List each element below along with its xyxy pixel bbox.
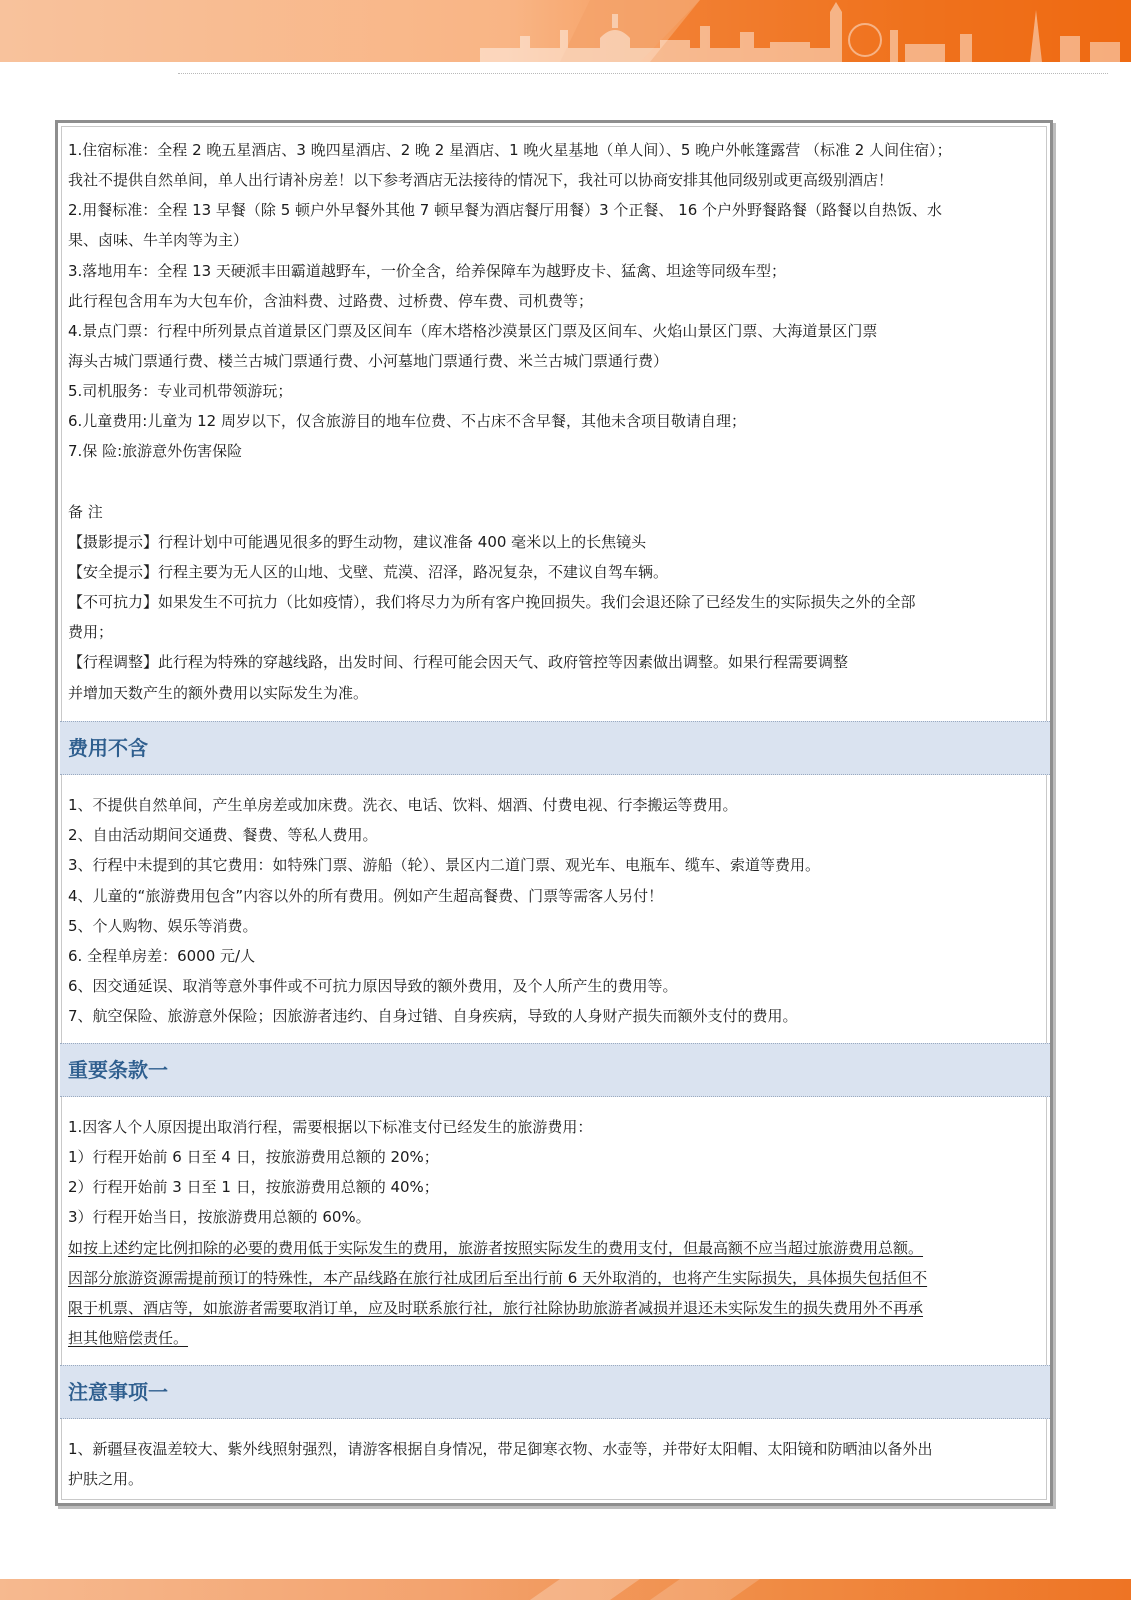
- term-line: 2）行程开始前 3 日至 1 日，按旅游费用总额的 40%；: [68, 1178, 439, 1196]
- inclusion-line: 6.儿童费用:儿童为 12 周岁以下，仅含旅游目的地车位费、不占床不含早餐，其他未含项目敬请自理；: [68, 412, 746, 430]
- exclusion-line: 7、航空保险、旅游意外保险；因旅游者违约、自身过错、自身疾病，导致的人身财产损失而额外支付的费用。: [68, 1007, 798, 1025]
- inclusion-line: 7.保 险:旅游意外伤害保险: [68, 442, 243, 460]
- note-line: 【行程调整】此行程为特殊的穿越线路，出发时间、行程可能会因天气、政府管控等因素做出调整。如果行程需要调整: [68, 653, 849, 671]
- note-line: 【摄影提示】行程计划中可能遇见很多的野生动物，建议准备 400 毫米以上的长焦镜头: [68, 533, 647, 551]
- inclusion-line: 4.景点门票：行程中所列景点首道景区门票及区间车（库木塔格沙漠景区门票及区间车、火焰山景区门票、大海道景区门票: [68, 322, 878, 340]
- term-underlined-line: 担其他赔偿责任。: [68, 1329, 189, 1347]
- inclusion-line: 此行程包含用车为大包车价，含油料费、过路费、过桥费、停车费、司机费等；: [68, 292, 594, 310]
- section-header-terms: [60, 1043, 1050, 1097]
- inclusion-line: 5.司机服务：专业司机带领游玩；: [68, 382, 293, 400]
- inclusion-line: 1.住宿标准：全程 2 晚五星酒店、3 晚四星酒店、2 晚 2 星酒店、1 晚火星基地（单人间）、5 晚户外帐篷露营 （标准 2 人间住宿）；: [68, 141, 952, 159]
- section-title: 重要条款一: [68, 1058, 168, 1082]
- term-underlined-line: 因部分旅游资源需提前预订的特殊性，本产品线路在旅行社成团后至出行前 6 天外取消的，也将产生实际损失，具体损失包括但不: [68, 1269, 928, 1287]
- exclusion-line: 3、行程中未提到的其它费用：如特殊门票、游船（轮）、景区内二道门票、观光车、电瓶车、缆车、索道等费用。: [68, 856, 821, 874]
- exclusion-line: 6、因交通延误、取消等意外事件或不可抗力原因导致的额外费用，及个人所产生的费用等。: [68, 977, 678, 995]
- note-line: 【安全提示】行程主要为无人区的山地、戈壁、荒漠、沼泽，路况复杂，不建议自驾车辆。: [68, 563, 669, 581]
- note-line: 费用；: [68, 623, 114, 641]
- city-skyline-icon: [0, 0, 1131, 62]
- term-underlined-line: 如按上述约定比例扣除的必要的费用低于实际发生的费用，旅游者按照实际发生的费用支付，但最高额不应当超过旅游费用总额。: [68, 1239, 924, 1257]
- top-banner: [0, 0, 1131, 62]
- note-line: 【不可抗力】如果发生不可抗力（比如疫情），我们将尽力为所有客户挽回损失。我们会退还除了已经发生的实际损失之外的全部: [68, 593, 916, 611]
- notes-title: 备 注: [68, 503, 103, 521]
- section-header-precautions: [60, 1365, 1050, 1419]
- exclusion-line: 5、个人购物、娱乐等消费。: [68, 917, 258, 935]
- precaution-line: 护肤之用。: [68, 1470, 144, 1488]
- inclusion-line: 2.用餐标准：全程 13 早餐（除 5 顿户外早餐外其他 7 顿早餐为酒店餐厅用餐）3 个正餐、 16 个户外野餐路餐（路餐以自热饭、水: [68, 201, 943, 219]
- section-header-exclusions: [60, 721, 1050, 775]
- header-rule: [178, 73, 1108, 74]
- inclusion-line: 我社不提供自然单间，单人出行请补房差！以下参考酒店无法接待的情况下，我社可以协商安排其他同级别或更高级别酒店！: [68, 171, 894, 189]
- term-line: 1.因客人个人原因提出取消行程，需要根据以下标准支付已经发生的旅游费用：: [68, 1118, 593, 1136]
- term-line: 1）行程开始前 6 日至 4 日，按旅游费用总额的 20%；: [68, 1148, 439, 1166]
- exclusion-line: 2、自由活动期间交通费、餐费、等私人费用。: [68, 826, 378, 844]
- section-title: 费用不含: [68, 736, 148, 760]
- bottom-banner: [0, 1579, 1131, 1600]
- section-title: 注意事项一: [68, 1380, 168, 1404]
- inclusion-line: 3.落地用车：全程 13 天硬派丰田霸道越野车，一价全含，给养保障车为越野皮卡、猛禽、坦途等同级车型；: [68, 262, 786, 280]
- exclusion-line: 1、不提供自然单间，产生单房差或加床费。洗衣、电话、饮料、烟酒、付费电视、行李搬运等费用。: [68, 796, 738, 814]
- inclusion-line: 海头古城门票通行费、楼兰古城门票通行费、小河墓地门票通行费、米兰古城门票通行费）: [68, 352, 669, 370]
- inclusion-line: 果、卤味、牛羊肉等为主）: [68, 231, 249, 249]
- precaution-line: 1、新疆昼夜温差较大、紫外线照射强烈，请游客根据自身情况，带足御寒衣物、水壶等，并带好太阳帽、太阳镜和防晒油以备外出: [68, 1440, 933, 1458]
- exclusion-line: 6. 全程单房差：6000 元/人: [68, 947, 256, 965]
- term-line: 3）行程开始当日，按旅游费用总额的 60%。: [68, 1208, 371, 1226]
- decorative-stripe-icon: [0, 1579, 1131, 1600]
- term-underlined-line: 限于机票、酒店等，如旅游者需要取消订单，应及时联系旅行社，旅行社除协助旅游者减损并退还未实际发生的损失费用外不再承: [68, 1299, 924, 1317]
- exclusion-line: 4、儿童的“旅游费用包含”内容以外的所有费用。例如产生超高餐费、门票等需客人另付！: [68, 887, 664, 905]
- note-line: 并增加天数产生的额外费用以实际发生为准。: [68, 684, 369, 702]
